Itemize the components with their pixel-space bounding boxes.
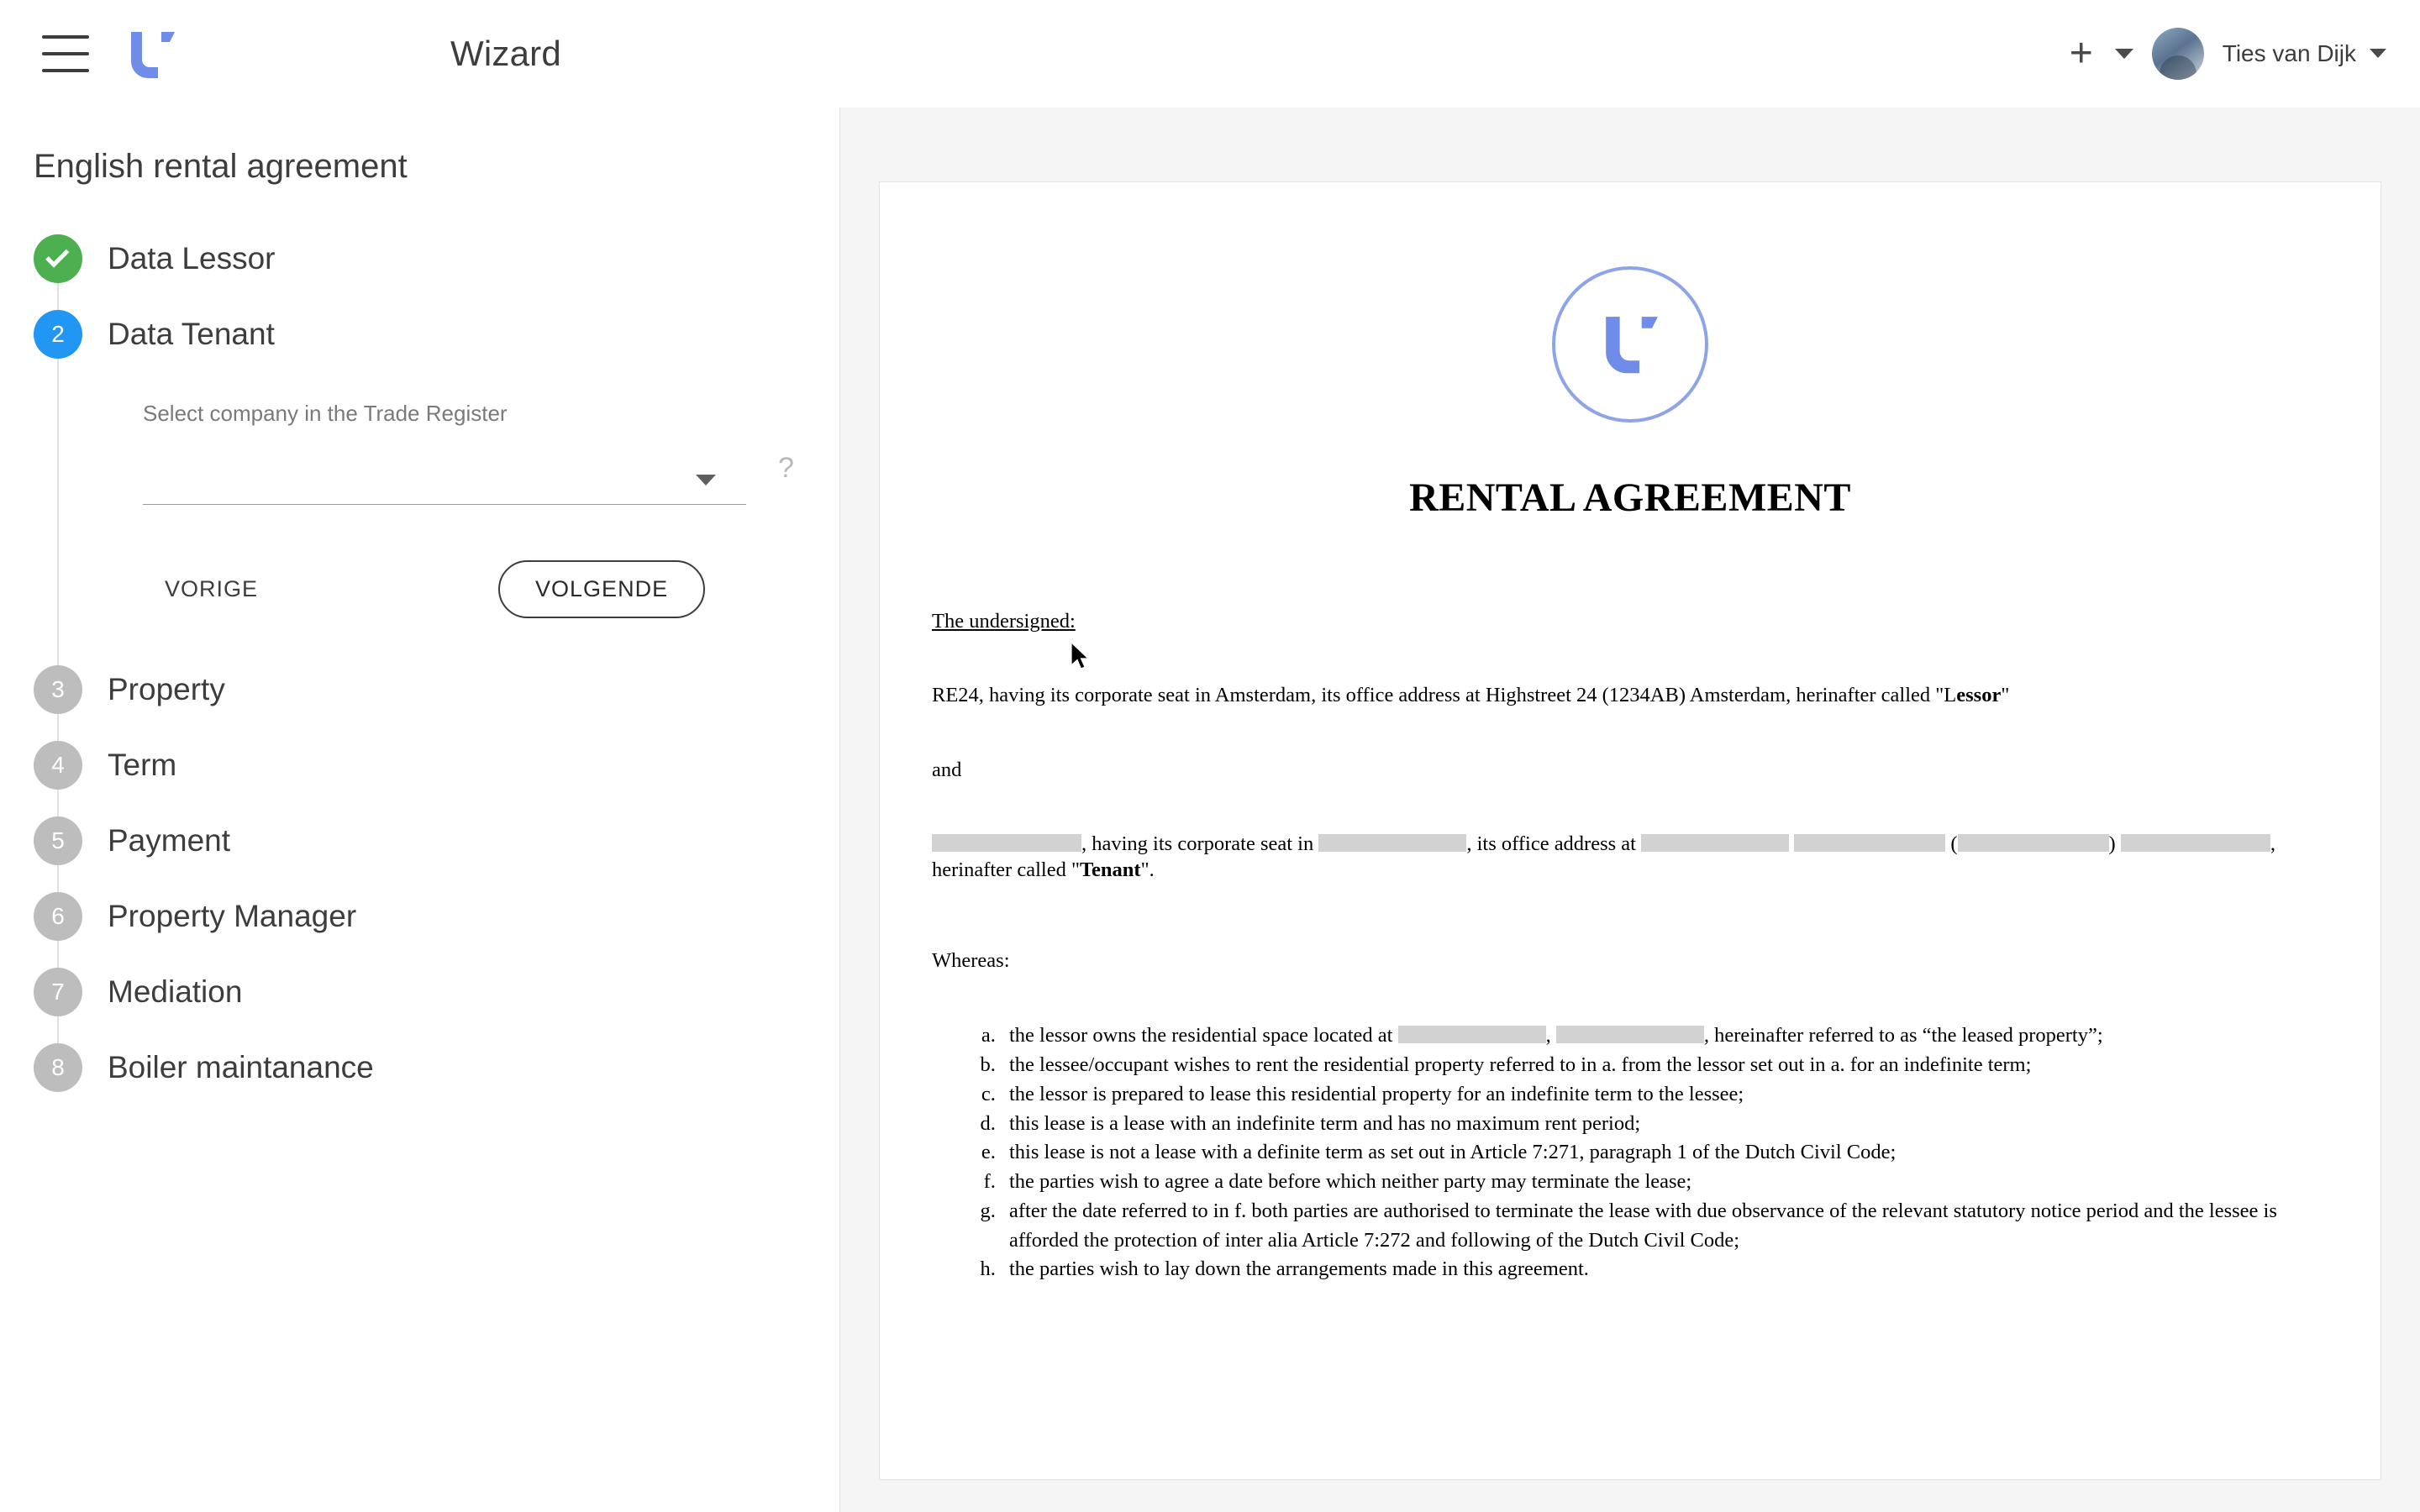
tenant-text-c: herinafter called " — [932, 858, 1080, 882]
wizard-step-payment[interactable] — [0, 803, 839, 879]
step-label: Mediation — [108, 974, 243, 1009]
step-bullet: 3 — [34, 665, 82, 714]
step-label: Data Lessor — [108, 241, 276, 276]
whereas-list — [932, 1021, 2328, 1284]
step-label: Property — [108, 672, 225, 706]
document-page — [879, 181, 2381, 1480]
undersigned-heading — [932, 608, 2328, 634]
document-brand-logo-icon — [1552, 266, 1708, 423]
help-icon[interactable]: ? — [778, 452, 794, 484]
next-button[interactable]: VOLGENDE — [498, 560, 705, 618]
wizard-steps — [0, 221, 839, 1122]
and-paragraph — [932, 757, 2328, 783]
brand-logo-icon — [123, 27, 182, 81]
wizard-step-property-manager[interactable] — [0, 879, 839, 954]
document-preview-pane — [840, 108, 2420, 1512]
page-title: Wizard — [450, 33, 561, 73]
step-header[interactable] — [34, 879, 839, 954]
tenant-text-bold: Tenant — [1079, 858, 1141, 882]
step-label: Term — [108, 748, 177, 782]
step-label: Property Manager — [108, 899, 357, 933]
company-select-row — [143, 452, 839, 505]
undersigned-label: The undersigned: — [932, 610, 1076, 633]
step-bullet-complete — [34, 234, 82, 283]
step-header[interactable] — [34, 1030, 839, 1105]
user-menu-chevron-down-icon[interactable] — [2370, 49, 2386, 58]
previous-button[interactable]: VORIGE — [143, 563, 280, 616]
step-bullet: 6 — [34, 892, 82, 941]
whereas-heading — [932, 948, 2328, 974]
step-bullet: 4 — [34, 741, 82, 790]
redacted-field — [1556, 1026, 1704, 1043]
tenant-paragraph: , having its corporate seat in , its office address at ( ) , herinafter called "Tenant". — [932, 832, 2275, 882]
lessor-text-pre: RE24, having its corporate seat in Amsterdam, its office address at Highstreet 24 (1234AB) Amsterdam, herinafter called "L — [932, 684, 1957, 707]
wizard-step-term[interactable] — [0, 727, 839, 803]
redacted-field — [932, 834, 1081, 852]
and-label: and — [932, 758, 962, 781]
wizard-title: English rental agreement — [34, 148, 408, 185]
step-bullet-active: 2 — [34, 310, 82, 359]
step-header[interactable] — [34, 221, 839, 297]
redacted-field — [1318, 834, 1466, 852]
redacted-field — [1794, 834, 1945, 852]
step-header[interactable] — [34, 803, 839, 879]
step-bullet: 7 — [34, 968, 82, 1016]
wizard-step-property[interactable] — [0, 652, 839, 727]
chevron-down-icon[interactable] — [2115, 49, 2133, 59]
wizard-step-data-tenant[interactable] — [0, 297, 839, 652]
app-bar-actions — [2060, 28, 2386, 80]
step-header[interactable] — [34, 652, 839, 727]
list-item: d. this lease is a lease with an indefinite term and has no maximum rent period; — [1001, 1110, 2328, 1139]
redacted-field — [2121, 834, 2270, 852]
tenant-text-d: ". — [1140, 858, 1155, 882]
tenant-text-b: , its office address at — [1466, 832, 1642, 856]
wizard-step-boiler-maintanance[interactable] — [0, 1030, 839, 1105]
list-item: h. the parties wish to lay down the arrangements made in this agreement. — [1001, 1255, 2328, 1284]
document-title: RENTAL AGREEMENT — [1409, 475, 1851, 520]
step-label: Payment — [108, 823, 231, 858]
form-buttons — [143, 560, 839, 618]
tenant-text-a: , having its corporate seat in — [1081, 832, 1319, 856]
redacted-field — [1958, 834, 2109, 852]
company-select-label: Select company in the Trade Register — [143, 401, 508, 426]
lessor-text-post: " — [2001, 684, 2010, 707]
step-form-data-tenant — [108, 372, 839, 652]
wizard-sidebar — [0, 108, 840, 1512]
chevron-down-icon[interactable] — [696, 475, 716, 486]
step-label: Boiler maintanance — [108, 1050, 374, 1084]
list-item: e. this lease is not a lease with a definite term as set out in Article 7:271, paragraph 1 of the Dutch Civil Code; — [1001, 1138, 2328, 1168]
lessor-text-bold: essor — [1956, 684, 2002, 707]
list-item: a. the lessor owns the residential space located at , , hereinafter referred to as “the leased property”; — [1001, 1021, 2328, 1051]
avatar[interactable] — [2152, 28, 2204, 80]
list-item: f. the parties wish to agree a date before which neither party may terminate the lease; — [1001, 1168, 2328, 1197]
step-bullet: 5 — [34, 816, 82, 865]
list-item: g. after the date referred to in f. both parties are authorised to terminate the lease with due observance of the relevant statutory notice period and the lessee is afforded the protection of inter alia Article 7:272 and following of the Dutch Civil Code; — [1001, 1197, 2328, 1256]
user-name: Ties van Dijk — [2222, 39, 2356, 66]
redacted-field — [1641, 834, 1789, 852]
main-layout — [0, 108, 2420, 1512]
document-body — [932, 608, 2328, 1284]
step-label: Data Tenant — [108, 317, 275, 351]
hamburger-menu-icon[interactable] — [42, 35, 89, 72]
wizard-step-mediation[interactable] — [0, 954, 839, 1030]
step-header[interactable] — [34, 954, 839, 1030]
step-header[interactable] — [34, 297, 839, 372]
lessor-paragraph — [932, 682, 2328, 708]
redacted-field — [1398, 1026, 1546, 1043]
add-button[interactable]: + — [2069, 30, 2093, 76]
wizard-step-data-lessor[interactable] — [0, 221, 839, 297]
list-item: c. the lessor is prepared to lease this residential property for an indefinite term to the lessee; — [1001, 1080, 2328, 1110]
whereas-label: Whereas: — [932, 948, 1010, 972]
list-item: b. the lessee/occupant wishes to rent the residential property referred to in a. from the lessor set out in a. for an indefinite term; — [1001, 1051, 2328, 1080]
step-bullet: 8 — [34, 1043, 82, 1092]
step-header[interactable] — [34, 727, 839, 803]
company-select-input[interactable] — [143, 453, 746, 505]
app-bar — [0, 0, 2420, 108]
